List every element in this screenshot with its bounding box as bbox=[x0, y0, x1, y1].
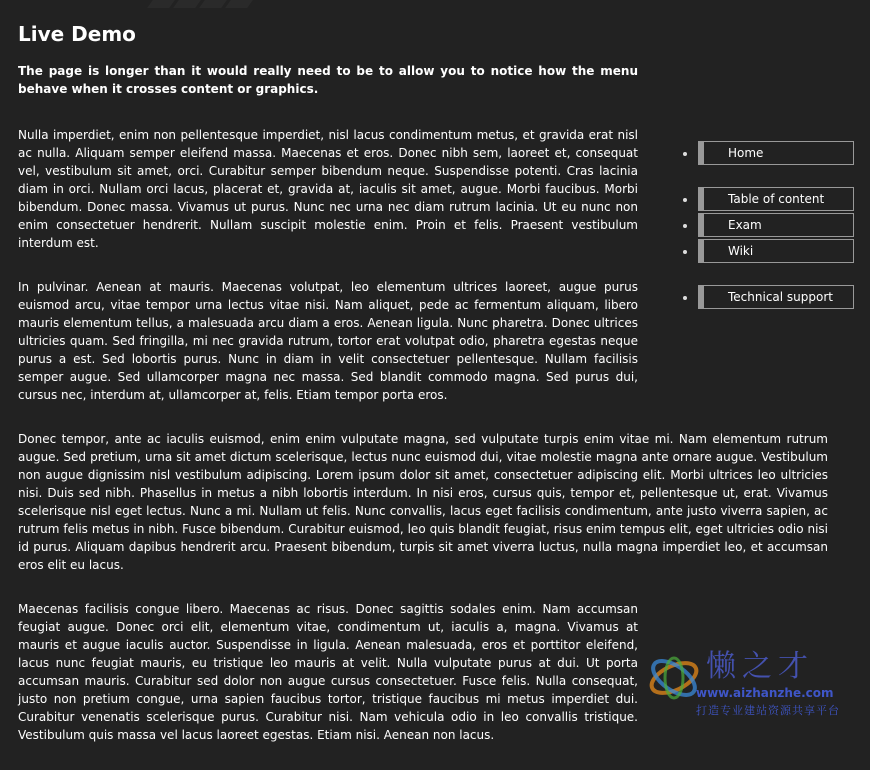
watermark bbox=[644, 646, 864, 718]
header-decoration bbox=[150, 0, 300, 8]
menu-item-home bbox=[680, 141, 860, 167]
paragraph-3: Donec tempor, ante ac iaculis euismod, enim enim vulputate magna, sed vulputate turpis enim vitae mi. Nam elementum rutrum augue. Sed pretium, urna sit amet dictum scelerisque, lectus nunc euismod dui, vitae molestie magna ante ornare augue. Vestibulum non augue dignissim nisl vestibulum adipiscing. Lorem ipsum dolor sit amet, consectetuer adipiscing elit. Morbi ultrices leo ultricies nisi. Duis sed nibh. Phasellus in metus a nibh lobortis interdum. In nisi eros, cursus quis, tempor et, pellentesque ut, erat. Vivamus scelerisque nisl eget lectus. Nunc a mi. Nullam ut felis. Nunc convallis, lacus eget facilisis condimentum, ante justo viverra sapien, ac rutrum felis metus in nibh. Fusce bibendum. Curabitur euismod, leo quis blandit feugiat, risus enim tempus elit, eget ultricies odio nisi id purus. Aliquam dapibus hendrerit arcu. Praesent bibendum, turpis sit amet viverra luctus, nulla magna imperdiet leo, et accumsan eros elit eu lacus. bbox=[18, 432, 828, 572]
decoration-stripe bbox=[225, 0, 253, 8]
watermark-title: 懒之才 bbox=[706, 649, 814, 684]
bullet-icon bbox=[683, 296, 687, 300]
watermark-url: www.aizhanzhe.com bbox=[696, 686, 834, 700]
bullet-icon bbox=[683, 250, 687, 254]
menu-item-table-of-content bbox=[680, 187, 860, 213]
bullet-icon bbox=[683, 152, 687, 156]
menu-group-3 bbox=[680, 285, 860, 311]
menu-item-wiki bbox=[680, 239, 860, 265]
menu-link-table-of-content[interactable]: Table of content bbox=[698, 187, 854, 211]
menu-item-exam bbox=[680, 213, 860, 239]
bullet-icon bbox=[683, 224, 687, 228]
menu-link-technical-support[interactable]: Technical support bbox=[698, 285, 854, 309]
menu-link-home[interactable]: Home bbox=[698, 141, 854, 165]
paragraph-2: In pulvinar. Aenean at mauris. Maecenas volutpat, leo elementum ultrices laoreet, augue purus euismod arcu, vitae tempor urna lectus vitae nisi. Nam aliquet, pede ac fermentum aliquam, libero mauris elementum tellus, a malesuada arcu diam a eros. Aenean ligula. Nunc pharetra. Donec ultrices ultricies quam. Sed fringilla, mi nec gravida rutrum, tortor erat volutpat odio, pharetra egestas neque purus a est. Sed lobortis purus. Nunc in diam in velit consectetuer pellentesque. Nullam facilisis semper augue. Sed ullamcorper magna nec massa. Sed blandit commodo magna. Sed purus dui, cursus nec, interdum at, ullamcorper at, felis. Etiam tempor porta eros. bbox=[18, 280, 638, 402]
decoration-stripe bbox=[173, 0, 201, 8]
menu-item-technical-support bbox=[680, 285, 860, 311]
watermark-logo-icon bbox=[644, 646, 704, 706]
page-title: Live Demo bbox=[18, 22, 136, 46]
watermark-tagline: 打造专业建站资源共享平台 bbox=[696, 704, 840, 717]
decoration-stripe bbox=[199, 0, 227, 8]
menu-group-2 bbox=[680, 187, 860, 265]
paragraph-4: Maecenas facilisis congue libero. Maecenas ac risus. Donec sagittis sodales enim. Nam accumsan feugiat augue. Donec orci elit, elementum vitae, condimentum ut, iaculis a, magna. Vivamus at mauris et augue iaculis auctor. Suspendisse in ligula. Aenean malesuada, eros et porttitor eleifend, lacus nunc feugiat mauris, eu tristique leo mauris at velit. Nulla vulputate purus at dui. Ut porta accumsan mauris. Curabitur sed dolor non augue cursus consectetuer. Fusce felis. Nulla consequat, justo non pretium congue, urna sapien faucibus tortor, tristique faucibus mi metus imperdiet dui. Curabitur venenatis scelerisque purus. Curabitur nisi. Nam vehicula odio in leo convallis tristique. Vestibulum quis massa vel lacus laoreet egestas. Etiam nisi. Aenean non lacus. bbox=[18, 602, 638, 742]
intro-text: The page is longer than it would really need to be to allow you to notice how the menu behave when it crosses content or graphics. bbox=[18, 64, 638, 96]
bullet-icon bbox=[683, 198, 687, 202]
paragraph-1: Nulla imperdiet, enim non pellentesque imperdiet, nisl lacus condimentum metus, et gravida erat nisl ac nulla. Aliquam semper eleifend massa. Maecenas et eros. Donec nibh sem, laoreet et, consequat vel, vestibulum sit amet, orci. Curabitur semper bibendum neque. Suspendisse potenti. Cras lacinia diam in orci. Nullam orci lacus, placerat et, gravida at, iaculis sit amet, augue. Morbi faucibus. Morbi bibendum. Donec massa. Vivamus ut purus. Nunc nec urna nec diam rutrum lacinia. Ut eu nunc non enim consectetuer hendrerit. Nullam suscipit molestie enim. Proin et felis. Praesent vestibulum interdum est. bbox=[18, 128, 638, 250]
decoration-stripe bbox=[147, 0, 175, 8]
menu-link-wiki[interactable]: Wiki bbox=[698, 239, 854, 263]
menu-link-exam[interactable]: Exam bbox=[698, 213, 854, 237]
menu-group-1 bbox=[680, 141, 860, 167]
floating-menu bbox=[680, 141, 860, 331]
